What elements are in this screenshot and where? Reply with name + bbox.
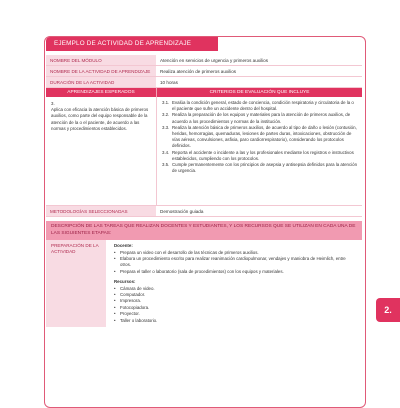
list-item-text: Fotocopiadora.: [120, 304, 150, 310]
criterio-item: [162, 162, 357, 174]
table-header: [46, 88, 362, 97]
aprendizaje-text: Aplica con eficacia la atención básica de primeros auxilios, como parte del equipo responsable de la atención de la o el paciente, de acuerdo a las normas y procedimientos establecidos.: [51, 107, 149, 131]
list-item: • Proyector.: [114, 311, 140, 317]
docente-list: [114, 250, 354, 276]
list-item-text: Computador.: [120, 292, 146, 298]
metodologia-value: Demostración guiada: [160, 208, 204, 214]
list-item: • Taller o laboratorio.: [114, 317, 158, 323]
info-value: Atención en servicios de urgencia y primeros auxilios: [160, 57, 269, 63]
info-row-duration: [46, 77, 362, 88]
criterio-number: 3.5.: [162, 162, 170, 168]
info-row-activity: [46, 66, 362, 77]
criterio-item: [162, 112, 357, 124]
preparacion-row: [46, 240, 362, 327]
metodologia-row: [46, 206, 362, 217]
info-value: 10 horas: [160, 79, 178, 85]
criterio-item: [162, 100, 357, 112]
list-item: • Prepara el taller o laboratorio (sala de procedimientos) con los equipos y materiales.: [114, 268, 284, 274]
criterio-text: Realiza la preparación de los equipos y materiales para la atención de primeros auxilios, de acuerdo a los procedimientos y normas de la institución.: [172, 112, 351, 124]
criterio-number: 3.4.: [162, 149, 170, 155]
list-item: • Computador.: [114, 292, 146, 298]
info-row-module: [46, 55, 362, 66]
list-item: • Impresora.: [114, 298, 141, 304]
list-item: • Cámara de video.: [114, 285, 155, 291]
criterio-text: Cumple permanentemente con los principios de asepsia y antisepsia definidos para la atención de urgencia.: [172, 162, 358, 174]
info-label: NOMBRE DEL MÓDULO: [46, 55, 156, 65]
list-item-text: Taller o laboratorio.: [120, 317, 158, 323]
page-title: EJEMPLO DE ACTIVIDAD DE APRENDIZAJE: [46, 37, 218, 51]
criterios-cell: [156, 97, 362, 205]
info-label: DURACIÓN DE LA ACTIVIDAD: [46, 77, 156, 87]
criterio-text: Realiza la atención básica de primeros auxilios, de acuerdo al tipo de daño o lesión (contusión, heridas, hemorragias, quemaduras, lesiones de partes duras, intoxicaciones, obstrucción de vías aéreas, convulsiones, asfixia, paro cardiorrespiratorio), considerando los protocolos definidos.: [172, 124, 357, 149]
list-item-text: Prepara el taller o laboratorio (sala de procedimientos) con los equipos y materiales.: [120, 268, 284, 274]
aprendizaje-number: 3.: [51, 101, 55, 106]
list-item-text: Elabora un procedimiento escrito para realizar reanimación cardiopulmonar, vendajes y maniobra de Heimlich, entre otros.: [120, 256, 346, 268]
preparacion-label: PREPARACIÓN DE LA ACTIVIDAD: [46, 240, 106, 327]
info-table: [46, 55, 362, 327]
list-item: • Prepara un video con el desarrollo de las técnicas de primeros auxilios.: [114, 249, 259, 255]
list-item: • Fotocopiadora.: [114, 304, 150, 310]
page-section-tab: 2.: [376, 298, 400, 322]
list-item-text: Proyector.: [120, 311, 140, 317]
criterio-number: 3.1.: [162, 100, 170, 105]
criterio-text: Reporta el accidente o incidente a las y los profesionales mediante los registros e instructivos establecidos, cumpliendo con los protocolos.: [172, 149, 354, 161]
aprendizaje-row: [46, 97, 362, 206]
list-item-text: Impresora.: [120, 298, 141, 304]
list-item: • Elabora un procedimiento escrito para realizar reanimación cardiopulmonar, vendajes y maniobra de Heimlich, entre otros.: [114, 256, 354, 269]
header-aprendizajes: APRENDIZAJES ESPERADOS: [67, 90, 135, 95]
recursos-label: Recursos:: [114, 279, 136, 285]
info-label: NOMBRE DE LA ACTIVIDAD DE APRENDIZAJE: [46, 66, 156, 76]
criterio-item: [162, 150, 357, 162]
criterio-item: [162, 125, 357, 150]
descripcion-bar: DESCRIPCIÓN DE LAS TAREAS QUE REALIZAN DOCENTES Y ESTUDIANTES, Y LOS RECURSOS QUE SE UTILIZAN EN CADA UNA DE LAS SIGUIENTES ETAPAS:: [46, 221, 362, 240]
preparacion-body: [106, 240, 362, 327]
header-criterios: CRITERIOS DE EVALUACIÓN QUE INCLUYE: [156, 88, 362, 97]
metodologia-label: METODOLOGÍAS SELECCIONADAS: [46, 206, 156, 216]
list-item-text: Cámara de video.: [120, 285, 155, 291]
criterio-text: Evalúa la condición general, estado de conciencia, condición respiratoria y circulatoria de la o el paciente que sufre un accidente dentro del hospital.: [172, 100, 354, 112]
docente-label: Docente:: [114, 243, 133, 249]
list-item-text: Prepara un video con el desarrollo de las técnicas de primeros auxilios.: [120, 249, 259, 255]
recursos-list: [114, 286, 354, 324]
aprendizaje-cell: [46, 97, 156, 205]
criterio-number: 3.2.: [162, 112, 170, 118]
criterio-number: 3.3.: [162, 124, 170, 130]
info-value: Realiza atención de primeros auxilios: [160, 68, 237, 74]
